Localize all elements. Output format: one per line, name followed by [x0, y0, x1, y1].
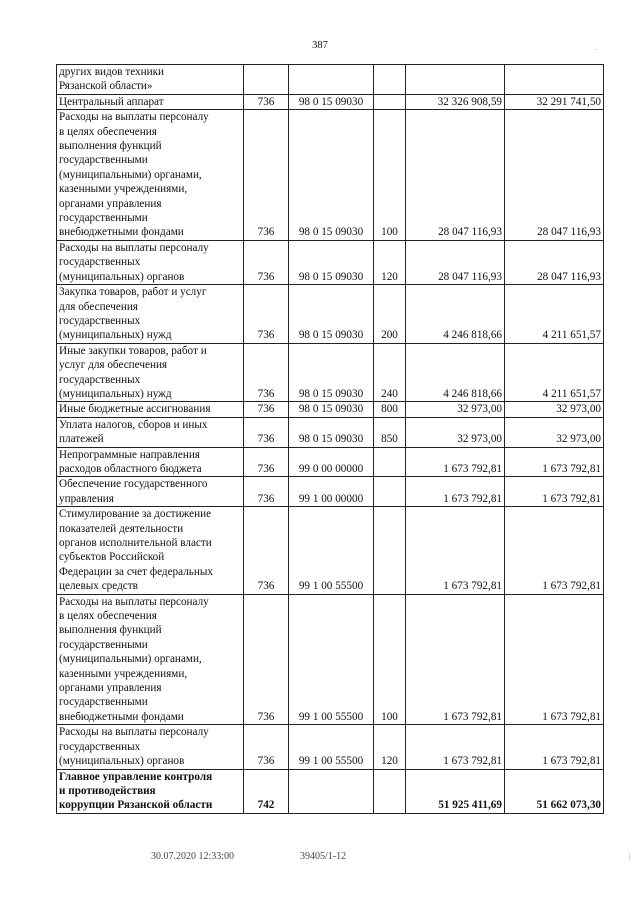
- row-name: [57, 285, 244, 344]
- budget-table-body: [57, 65, 604, 814]
- row-name-line: внебюджетными фондами: [59, 710, 184, 723]
- row-sum-1: 28 047 116,93: [406, 240, 505, 284]
- row-name-line: других видов техники: [59, 66, 165, 78]
- row-sum-2: 1 673 792,81: [505, 477, 604, 507]
- row-name-line: государственных: [59, 740, 141, 753]
- row-code: 736: [244, 725, 289, 769]
- row-name: [57, 477, 244, 507]
- row-sum-2: 32 973,00: [505, 417, 604, 447]
- row-sum-1: 4 246 818,66: [406, 343, 505, 402]
- row-csr: 99 1 00 00000: [289, 477, 374, 507]
- row-name-line: внебюджетными фондами: [59, 226, 184, 239]
- row-name: [57, 447, 244, 477]
- row-sum-2: 32 291 741,50: [505, 94, 604, 109]
- row-sum-2: 1 673 792,81: [505, 725, 604, 769]
- row-vr: [374, 447, 406, 477]
- row-csr: 98 0 15 09030: [289, 402, 374, 417]
- row-name-line: показателей деятельности: [59, 522, 184, 535]
- row-sum-1: 1 673 792,81: [406, 725, 505, 769]
- row-code: 736: [244, 240, 289, 284]
- table-row: [57, 725, 604, 769]
- row-name: [57, 94, 244, 109]
- footer-timestamp: 30.07.2020 12:33:00: [151, 851, 235, 862]
- table-row: [57, 402, 604, 417]
- row-name-line: государственных: [59, 256, 141, 269]
- row-name-line: субъектов Российской: [59, 551, 165, 564]
- row-sum-1: 32 973,00: [406, 402, 505, 417]
- edge-mark: |: [629, 852, 631, 861]
- row-sum-2: 1 673 792,81: [505, 594, 604, 725]
- row-name-line: управления: [59, 492, 114, 505]
- row-csr: 99 0 00 00000: [289, 447, 374, 477]
- row-sum-1: 1 673 792,81: [406, 594, 505, 725]
- row-name: [57, 769, 244, 813]
- table-row: [57, 769, 604, 813]
- row-name-line: Непрограммные направления: [59, 448, 200, 461]
- row-vr: [374, 769, 406, 813]
- row-name-line: (муниципальными) органами,: [59, 653, 202, 666]
- row-code: [244, 65, 289, 95]
- row-name-line: и противодействия: [59, 784, 156, 797]
- row-sum-2: [505, 65, 604, 95]
- row-name-line: Уплата налогов, сборов и иных: [59, 418, 208, 431]
- row-code: 736: [244, 507, 289, 594]
- row-name: [57, 343, 244, 402]
- row-name-line: Расходы на выплаты персоналу: [59, 111, 209, 124]
- row-name-line: коррупции Рязанской области: [59, 799, 213, 812]
- margin-mark: ·: [595, 46, 598, 54]
- row-vr: 120: [374, 240, 406, 284]
- row-csr: 99 1 00 55500: [289, 725, 374, 769]
- row-sum-1: 28 047 116,93: [406, 110, 505, 241]
- row-csr: 99 1 00 55500: [289, 507, 374, 594]
- row-vr: [374, 94, 406, 109]
- row-name-line: органами управления: [59, 197, 162, 210]
- row-name-line: органов исполнительной власти: [59, 537, 212, 549]
- row-vr: 240: [374, 343, 406, 402]
- row-vr: 800: [374, 402, 406, 417]
- row-name-line: государственных: [59, 314, 141, 327]
- row-name-line: в целях обеспечения: [59, 610, 157, 623]
- row-vr: 200: [374, 285, 406, 344]
- row-code: 736: [244, 477, 289, 507]
- row-csr: 98 0 15 09030: [289, 417, 374, 447]
- row-name-line: Рязанской области»: [59, 80, 153, 93]
- table-row: [57, 507, 604, 594]
- row-name: [57, 594, 244, 725]
- row-sum-2: 51 662 073,30: [505, 769, 604, 813]
- row-name-line: Расходы на выплаты персоналу: [59, 726, 209, 739]
- row-csr: [289, 769, 374, 813]
- row-sum-1: 1 673 792,81: [406, 477, 505, 507]
- row-name-line: платежей: [59, 433, 104, 446]
- table-row: [57, 65, 604, 95]
- row-name-line: выполнения функций: [59, 624, 162, 637]
- row-sum-1: 32 326 908,59: [406, 94, 505, 109]
- row-name-line: (муниципальных) нужд: [59, 329, 172, 342]
- row-name-line: Обеспечение государственного: [59, 478, 208, 491]
- row-vr: 100: [374, 110, 406, 241]
- row-code: 736: [244, 110, 289, 241]
- row-sum-2: 28 047 116,93: [505, 240, 604, 284]
- table-row: [57, 477, 604, 507]
- row-name-line: (муниципальных) нужд: [59, 387, 172, 400]
- row-vr: [374, 65, 406, 95]
- row-name: [57, 725, 244, 769]
- row-name: [57, 110, 244, 241]
- table-row: [57, 110, 604, 241]
- row-name-line: Иные закупки товаров, работ и: [59, 344, 207, 357]
- row-sum-2: 28 047 116,93: [505, 110, 604, 241]
- row-name-line: (муниципальных) органов: [59, 270, 185, 283]
- row-sum-1: [406, 65, 505, 95]
- row-sum-1: 1 673 792,81: [406, 447, 505, 477]
- row-name-line: Закупка товаров, работ и услуг: [59, 286, 207, 299]
- row-code: 736: [244, 285, 289, 344]
- row-sum-2: 32 973,00: [505, 402, 604, 417]
- row-name-line: Главное управление контроля: [59, 770, 213, 783]
- row-csr: 98 0 15 09030: [289, 343, 374, 402]
- row-name-line: Центральный аппарат: [59, 95, 164, 108]
- row-csr: 98 0 15 09030: [289, 110, 374, 241]
- row-csr: 98 0 15 09030: [289, 285, 374, 344]
- footer-doc-id: 39405/1-12: [300, 851, 347, 862]
- row-vr: [374, 477, 406, 507]
- row-name-line: государственными: [59, 638, 148, 651]
- table-row: [57, 285, 604, 344]
- row-name: [57, 507, 244, 594]
- row-code: 736: [244, 447, 289, 477]
- table-row: [57, 594, 604, 725]
- row-code: 742: [244, 769, 289, 813]
- row-name: [57, 402, 244, 417]
- row-sum-2: 4 211 651,57: [505, 285, 604, 344]
- table-row: [57, 417, 604, 447]
- row-name-line: органами управления: [59, 682, 162, 695]
- row-sum-2: 1 673 792,81: [505, 507, 604, 594]
- row-name-line: казенными учреждениями,: [59, 183, 188, 196]
- row-csr: 99 1 00 55500: [289, 594, 374, 725]
- row-name-line: расходов областного бюджета: [59, 462, 202, 475]
- table-row: [57, 343, 604, 402]
- row-name-line: государственными: [59, 696, 148, 709]
- table-row: [57, 240, 604, 284]
- row-name-line: выполнения функций: [59, 140, 162, 153]
- row-vr: 120: [374, 725, 406, 769]
- row-name-line: государственных: [59, 373, 141, 386]
- row-vr: [374, 507, 406, 594]
- row-sum-1: 32 973,00: [406, 417, 505, 447]
- row-vr: 100: [374, 594, 406, 725]
- row-code: 736: [244, 343, 289, 402]
- row-csr: [289, 65, 374, 95]
- row-sum-1: 4 246 818,66: [406, 285, 505, 344]
- row-name-line: государственными: [59, 154, 148, 167]
- row-name: [57, 240, 244, 284]
- row-name-line: Расходы на выплаты персоналу: [59, 595, 209, 608]
- row-csr: 98 0 15 09030: [289, 240, 374, 284]
- row-name-line: (муниципальными) органами,: [59, 168, 202, 181]
- row-code: 736: [244, 402, 289, 417]
- row-sum-1: 1 673 792,81: [406, 507, 505, 594]
- row-name-line: в целях обеспечения: [59, 125, 157, 138]
- row-code: 736: [244, 417, 289, 447]
- row-sum-2: 1 673 792,81: [505, 447, 604, 477]
- row-name: [57, 417, 244, 447]
- row-name-line: государственными: [59, 212, 148, 225]
- row-name-line: (муниципальных) органов: [59, 755, 185, 768]
- row-name-line: Иные бюджетные ассигнования: [59, 403, 211, 416]
- row-vr: 850: [374, 417, 406, 447]
- row-csr: 98 0 15 09030: [289, 94, 374, 109]
- page-number: 387: [312, 40, 328, 51]
- table-row: [57, 447, 604, 477]
- row-name-line: Стимулирование за достижение: [59, 508, 212, 521]
- row-name-line: целевых средств: [59, 580, 138, 593]
- row-name-line: для обеспечения: [59, 300, 138, 313]
- row-code: 736: [244, 594, 289, 725]
- row-sum-1: 51 925 411,69: [406, 769, 505, 813]
- row-name-line: Расходы на выплаты персоналу: [59, 241, 209, 254]
- row-sum-2: 4 211 651,57: [505, 343, 604, 402]
- row-name-line: казенными учреждениями,: [59, 667, 188, 680]
- budget-table: [56, 64, 604, 814]
- row-name-line: Федерации за счет федеральных: [59, 565, 213, 578]
- row-name-line: услуг для обеспечения: [59, 359, 168, 372]
- table-row: [57, 94, 604, 109]
- row-name: [57, 65, 244, 95]
- row-code: 736: [244, 94, 289, 109]
